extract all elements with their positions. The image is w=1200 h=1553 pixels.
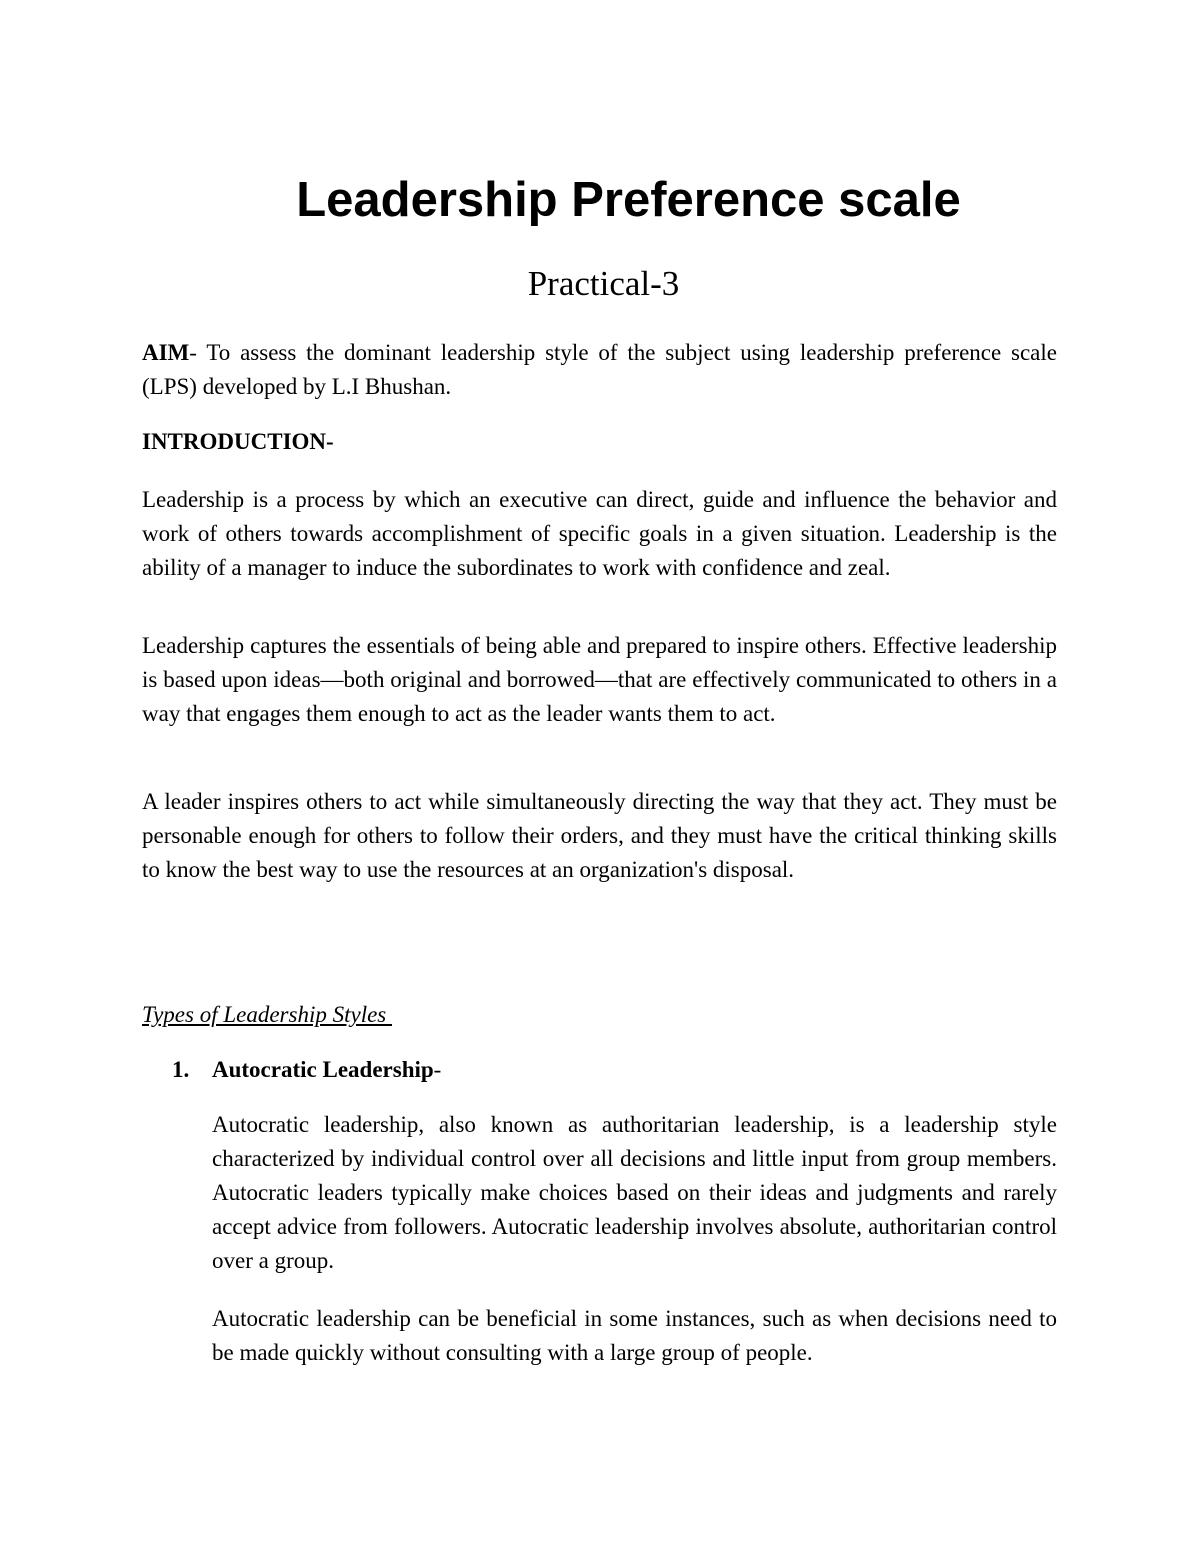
introduction-heading: INTRODUCTION-: [142, 429, 334, 454]
types-heading: Types of Leadership Styles: [142, 1002, 392, 1027]
aim-text: - To assess the dominant leadership style of the subject using leadership preference scale (LPS) developed by L.I Bhushan.: [142, 340, 1057, 399]
list-number: 1.: [172, 1057, 190, 1082]
intro-paragraph-3: A leader inspires others to act while simultaneously directing the way that they act. They must be personable enough for others to follow their orders, and they must have the critical thinking skills to know the best way to use the resources at an organization's disposal.: [142, 789, 1057, 882]
page-title: Leadership Preference scale: [296, 173, 961, 227]
style-item-autocratic: [172, 1053, 441, 1087]
page-subtitle: Practical-3: [527, 264, 680, 303]
intro-paragraph-1: Leadership is a process by which an executive can direct, guide and influence the behavior and work of others towards accomplishment of specific goals in a given situation. Leadership is the ability of a manager to induce the subordinates to work with confidence and zeal.: [142, 487, 1057, 580]
autocratic-paragraph-1: Autocratic leadership, also known as authoritarian leadership, is a leadership style characterized by individual control over all decisions and little input from group members. Autocratic leaders typically make choices based on their ideas and judgments and rarely accept advice from followers. Autocratic leadership involves absolute, authoritarian control over a group.: [212, 1112, 1057, 1273]
style-name-suffix: -: [433, 1057, 442, 1082]
aim-paragraph: [142, 336, 1057, 404]
aim-label: AIM: [142, 340, 190, 365]
intro-paragraph-2: Leadership captures the essentials of being able and prepared to inspire others. Effective leadership is based upon ideas—both original and borrowed—that are effectively communicated to others in a way that engages them enough to act as the leader wants them to act.: [142, 633, 1057, 726]
style-name: Autocratic Leadership: [212, 1057, 434, 1082]
autocratic-paragraph-2: Autocratic leadership can be beneficial in some instances, such as when decisions need to be made quickly without consulting with a large group of people.: [212, 1306, 1057, 1365]
